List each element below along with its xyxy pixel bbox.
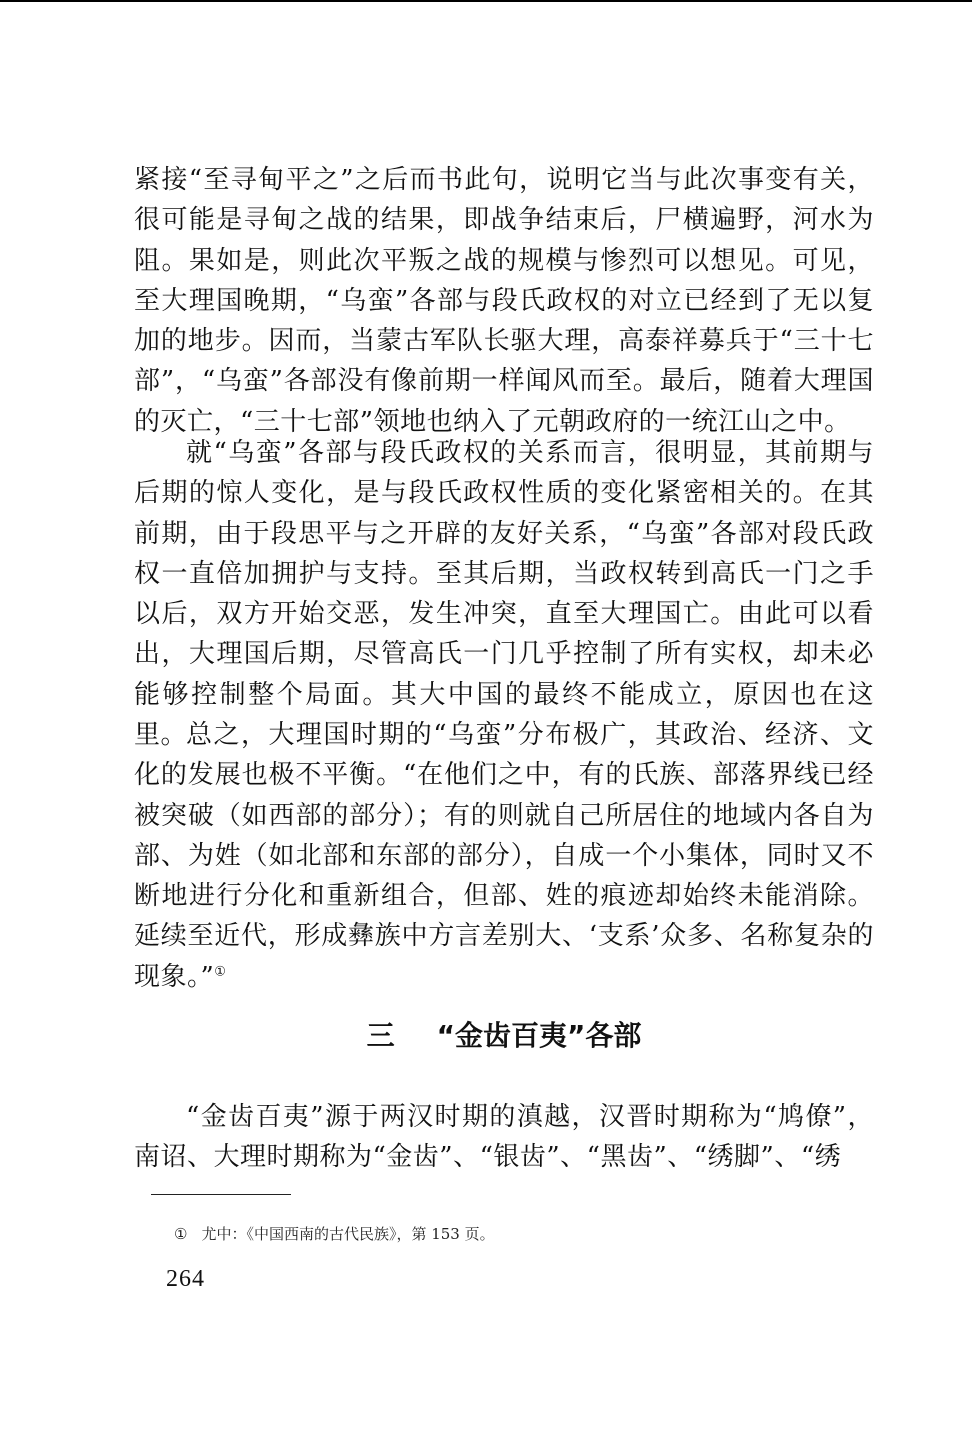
section-title: “金齿百夷”各部 bbox=[436, 1019, 642, 1052]
footnote-number: ① bbox=[174, 1225, 188, 1243]
paragraph-3-container bbox=[134, 715, 874, 997]
section-number: 三 bbox=[366, 1019, 395, 1052]
footnote-divider bbox=[151, 1194, 291, 1195]
footnote-reference-mark[interactable]: ① bbox=[214, 964, 227, 980]
paragraph-3-text: 总之，大理国时期的“乌蛮”分布极广，其政治、经济、文化的发展也极不平衡。“在他们之中，有的氏族、部落界线已经被突破（如西部的部分）；有的则就自己所居住的地域内各自为部、为姓（如北部和东部的部分），自成一个小集体，同时又不断地进行分化和重新组合，但部、姓的痕迹却始终未能消除。延续至近代，形成彝族中方言差别大、‘支系’众多、名称复杂的现象。” bbox=[134, 720, 874, 992]
footnote bbox=[174, 1224, 495, 1244]
paragraph-2 bbox=[134, 433, 874, 755]
page-number: 264 bbox=[166, 1266, 205, 1292]
paragraph-3 bbox=[134, 715, 874, 997]
section-heading bbox=[134, 1016, 874, 1056]
footnote-text: 尤中：《中国西南的古代民族》，第 153 页。 bbox=[201, 1225, 495, 1243]
paragraph-1-text: 紧接“至寻甸平之”之后而书此句，说明它当与此次事变有关，很可能是寻甸之战的结果，即战争结束后，尸横遍野，河水为阻。果如是，则此次平叛之战的规模与惨烈可以想见。可见，至大理国晚期，“乌蛮”各部与段氏政权的对立已经到了无以复加的地步。因而，当蒙古军队长驱大理，高泰祥募兵于“三十七部”，“乌蛮”各部没有像前期一样闻风而至。最后，随着大理国的灭亡，“三十七部”领地也纳入了元朝政府的一统江山之中。 bbox=[134, 165, 874, 437]
paragraph-2-text: 就“乌蛮”各部与段氏政权的关系而言，很明显，其前期与后期的惊人变化，是与段氏政权性质的变化紧密相关的。在其前期，由于段思平与之开辟的友好关系，“乌蛮”各部对段氏政权一直倍加拥护与支持。至其后期，当政权转到高氏一门之手以后，双方开始交恶，发生冲突，直至大理国亡。由此可以看出，大理国后期，尽管高氏一门几乎控制了所有实权，却未必能够控制整个局面。其大中国的最终不能成立，原因也在这里。 bbox=[134, 438, 874, 751]
paragraph-1 bbox=[134, 160, 874, 442]
paragraph-4-text: “金齿百夷”源于两汉时期的滇越，汉晋时期称为“鸠僚”，南诏、大理时期称为“金齿”、“银齿”、“黑齿”、“绣脚”、“绣 bbox=[134, 1102, 874, 1173]
paragraph-4 bbox=[134, 1097, 874, 1178]
top-border-line bbox=[0, 0, 972, 2]
